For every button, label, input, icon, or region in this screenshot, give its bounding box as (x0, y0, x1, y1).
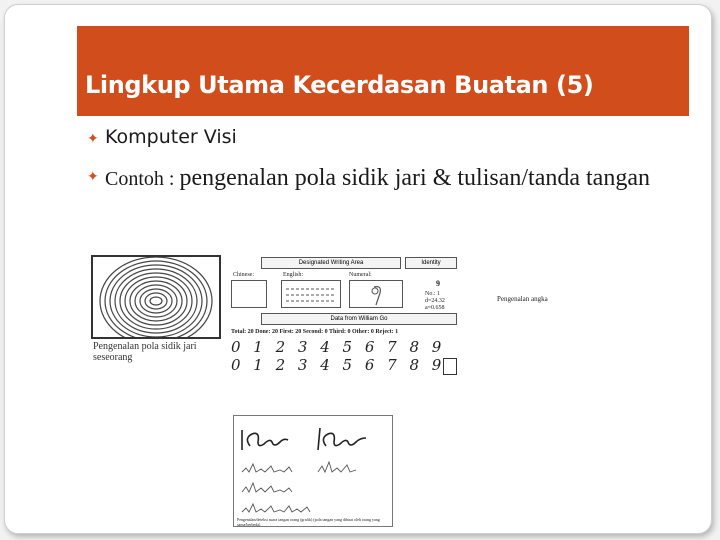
identity-d: d=24.32 (425, 298, 445, 304)
fingerprint-caption: Pengenalan pola sidik jari seseorang (93, 341, 197, 363)
identity-header: Identity (405, 257, 457, 269)
data-from-header: Data from William Go (261, 313, 457, 325)
numeral-label: Numeral: (349, 272, 372, 278)
digit-form (229, 251, 461, 381)
reject-box (443, 358, 457, 375)
chinese-label: Chinese: (233, 272, 254, 278)
fingerprint-image (91, 255, 221, 339)
bullet-text-2 (105, 163, 705, 194)
stats-line: Total: 20 Done: 20 First: 20 Second: 0 Third: 0 Other: 0 Reject: 1 (231, 329, 399, 335)
bullet-icon: ✦ (87, 170, 99, 185)
signature-caption: Pengenalan/deteksi suara tangan orang (grafik) (pola tangan yang dibuat oleh orang yang sama/berbeda) (237, 517, 380, 527)
digits-row-2: 0 1 2 3 4 5 6 7 8 9 (231, 356, 446, 374)
digits-caption: Pengenalan angka (497, 295, 548, 303)
signature-figure (233, 415, 393, 527)
chinese-box (231, 280, 267, 308)
identity-result: 9 (436, 279, 440, 288)
identity-a: a=0.658 (425, 305, 445, 311)
slide-title: Lingkup Utama Kecerdasan Buatan (5) (85, 71, 594, 99)
identity-no: No.: 1 (425, 291, 440, 297)
title-bar (77, 26, 689, 116)
bullet-text-1: Komputer Visi (105, 126, 237, 148)
digits-row-1: 0 1 2 3 4 5 6 7 8 9 (231, 338, 446, 356)
numeral-box (349, 280, 403, 308)
english-box (281, 280, 341, 308)
english-label: English: (283, 272, 304, 278)
bullet-body: pengenalan pola sidik jari & tulisan/tanda tangan (179, 165, 650, 191)
slide (4, 4, 712, 534)
bullet-lead: Contoh : (105, 168, 180, 190)
writing-area-header: Designated Writing Area (261, 257, 401, 269)
bullet-icon: ✦ (87, 132, 99, 147)
